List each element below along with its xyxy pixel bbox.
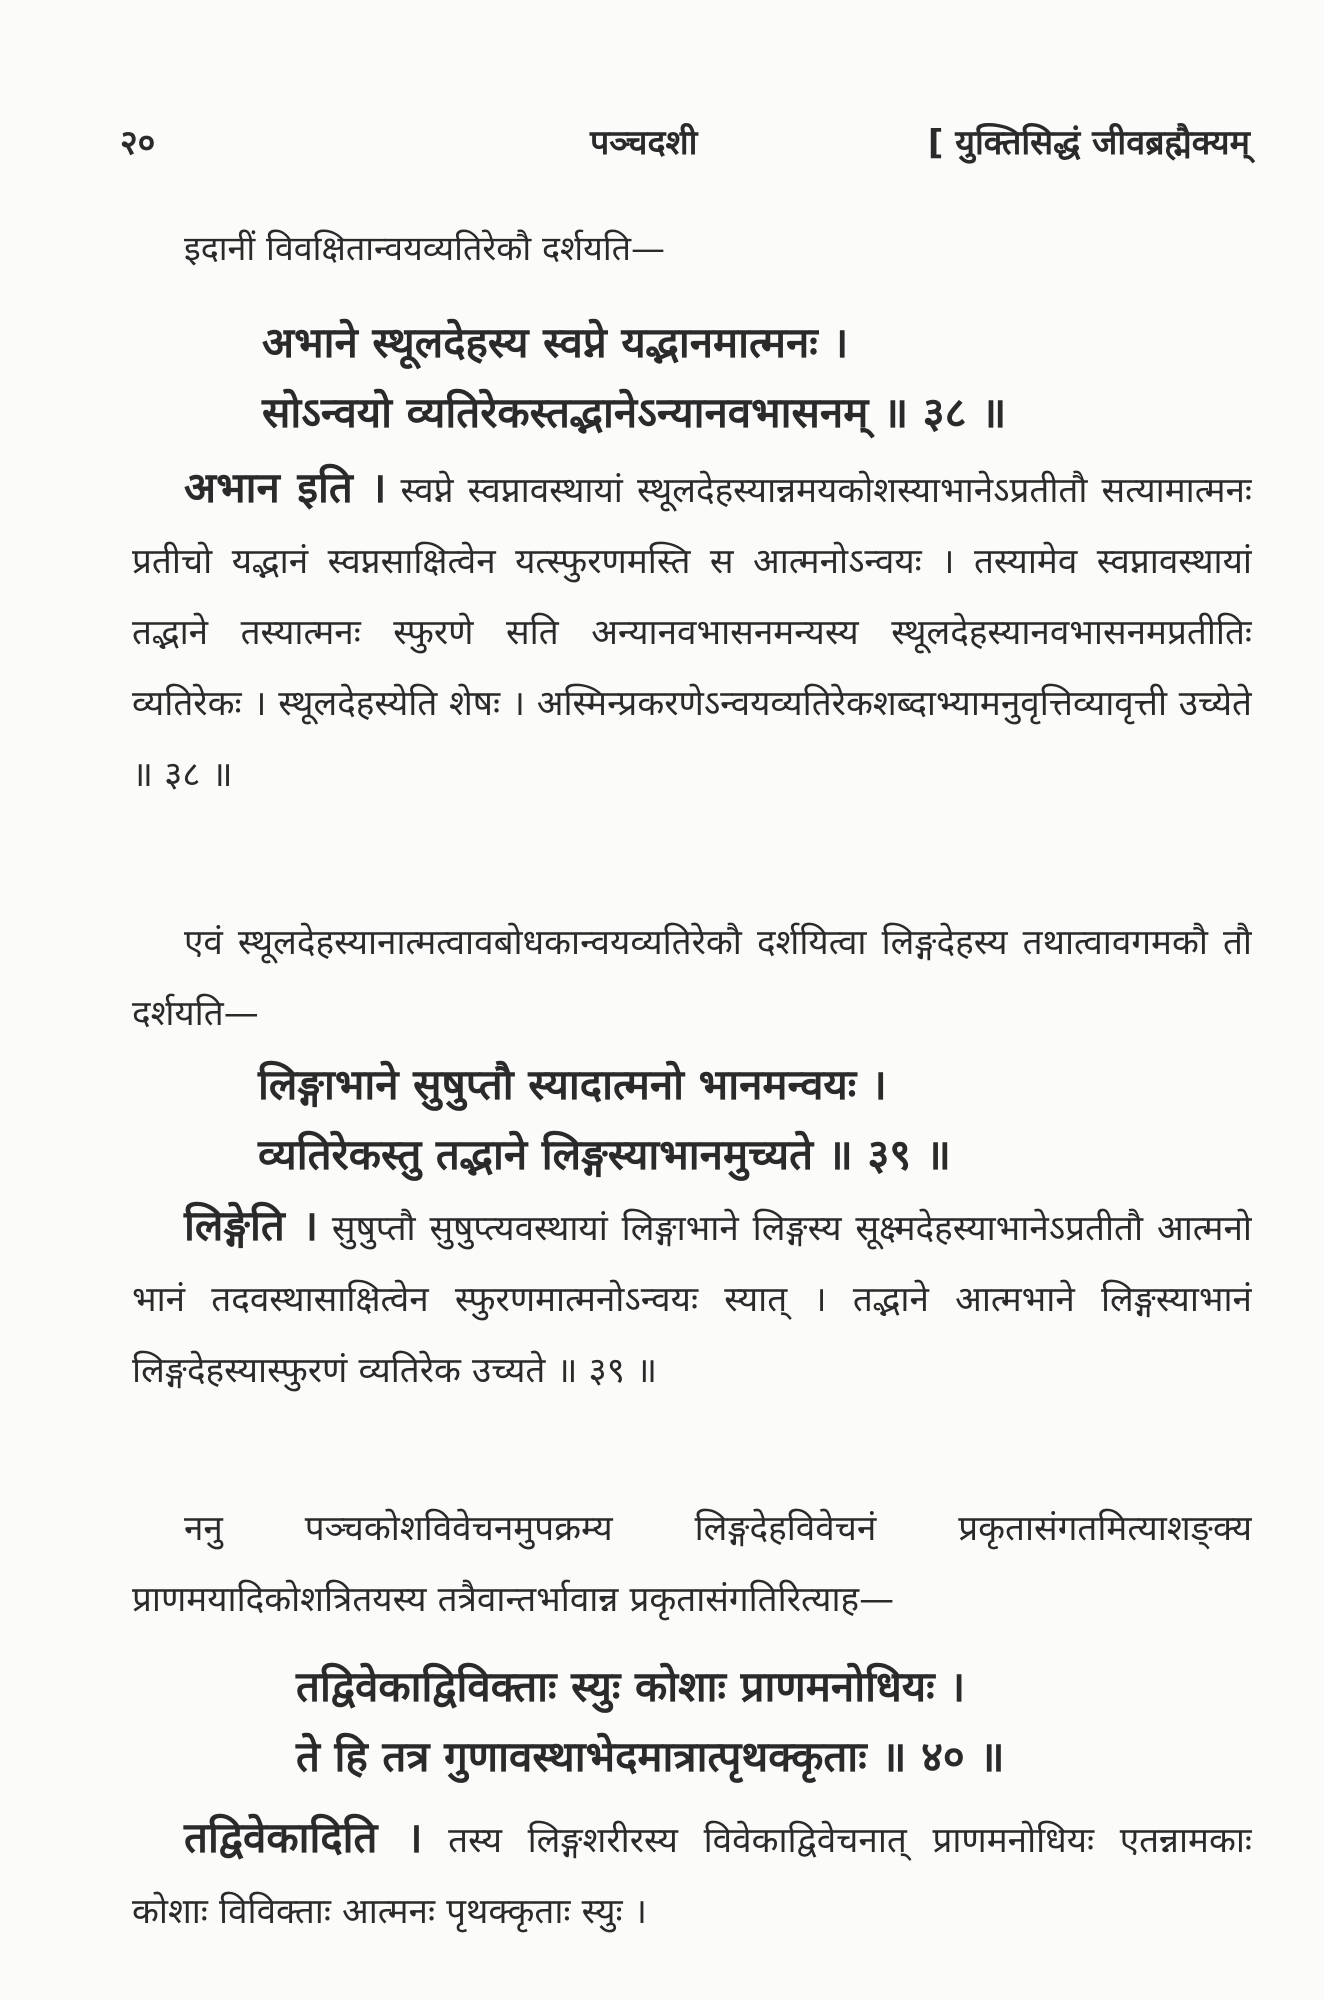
verse-line: ते हि तत्र गुणावस्थाभेदमात्रात्पृथक्कृताः ॥ ४० ॥: [296, 1732, 1005, 1781]
commentary-text: तस्य लिङ्गशरीरस्य विवेकाद्विवेचनात् प्राणमनोधियः एतन्नामकाः कोशाः विविक्ताः आत्मनः पृथक्कृताः स्युः ।: [132, 1821, 1252, 1932]
commentary-text: स्वप्ने स्वप्नावस्थायां स्थूलदेहस्यान्नमयकोशस्याभानेऽप्रतीतौ सत्यामात्मनः प्रतीचो यद्भानं स्वप्नसाक्षित्वेन यत्स्फुरणमस्ति स आत्मनोऽन्वयः । तस्यामेव स्वप्नावस्थायां तद्भाने तस्यात्मनः स्फुरणे सति अन्यानवभासनमन्यस्य स्थूलदेहस्यानवभासनमप्रतीतिः व्यतिरेकः । स्थूलदेहस्येति शेषः । अस्मिन्प्रकरणेऽन्वयव्यतिरेकशब्दाभ्यामनुवृत्तिव्यावृत्ती उच्येते ॥ ३८ ॥: [132, 471, 1252, 795]
intro-paragraph: एवं स्थूलदेहस्यानात्मत्वावबोधकान्वयव्यतिरेकौ दर्शयित्वा लिङ्गदेहस्य तथात्वावगमकौ तौ दर्शयति—: [132, 923, 1252, 1034]
commentary-40: [132, 1802, 1252, 1952]
intro-paragraph: ननु पञ्चकोशविवेचनमुपक्रम्य लिङ्गदेहविवेचनं प्रकृतासंगतमित्याशङ्क्य प्राणमयादिकोशत्रितयस्य तत्रैवान्तर्भावान्न प्रकृतासंगतिरित्याह—: [132, 1509, 1252, 1620]
commentary-38: [132, 452, 1252, 884]
commentary-39: [132, 1190, 1252, 1480]
verse-40: [296, 1652, 1252, 1792]
verse-line: तद्विवेकाद्विविक्ताः स्युः कोशाः प्राणमनोधियः ।: [296, 1662, 966, 1711]
verse-line: अभाने स्थूलदेहस्य स्वप्ने यद्भानमात्मनः ।: [262, 318, 849, 367]
verse-39: [258, 1050, 1252, 1190]
verse-line: लिङ्गाभाने सुषुप्तौ स्यादात्मनो भानमन्वयः ।: [258, 1060, 887, 1109]
book-title: पञ्चदशी: [590, 123, 698, 163]
verse-line: व्यतिरेकस्तु तद्भाने लिङ्गस्याभानमुच्यते ॥ ३९ ॥: [258, 1130, 951, 1179]
page-number: २०: [120, 123, 156, 163]
commentary-keyword: तद्विवेकादिति ।: [184, 1813, 423, 1862]
verse-38: [262, 308, 1252, 448]
commentary-keyword: लिङ्गेति ।: [184, 1201, 319, 1250]
page-header: [120, 118, 1250, 178]
commentary-text: सुषुप्तौ सुषुप्त्यवस्थायां लिङ्गाभाने लिङ्गस्य सूक्ष्मदेहस्याभानेऽप्रतीतौ आत्मनो भानं तदवस्थासाक्षित्वेन स्फुरणमात्मनोऽन्वयः स्यात् । तद्भाने आत्मभाने लिङ्गस्याभानं लिङ्गदेहस्यास्फुरणं व्यतिरेक उच्यते ॥ ३९ ॥: [132, 1209, 1252, 1391]
section-title: [ युक्तिसिद्धं जीवब्रह्मैक्यम्: [927, 123, 1250, 163]
verse-line: सोऽन्वयो व्यतिरेकस्तद्भानेऽन्यानवभासनम् ॥ ३८ ॥: [262, 388, 1007, 437]
intro-paragraph: इदानीं विवक्षितान्वयव्यतिरेकौ दर्शयति—: [184, 229, 666, 269]
commentary-keyword: अभान इति ।: [184, 463, 387, 512]
